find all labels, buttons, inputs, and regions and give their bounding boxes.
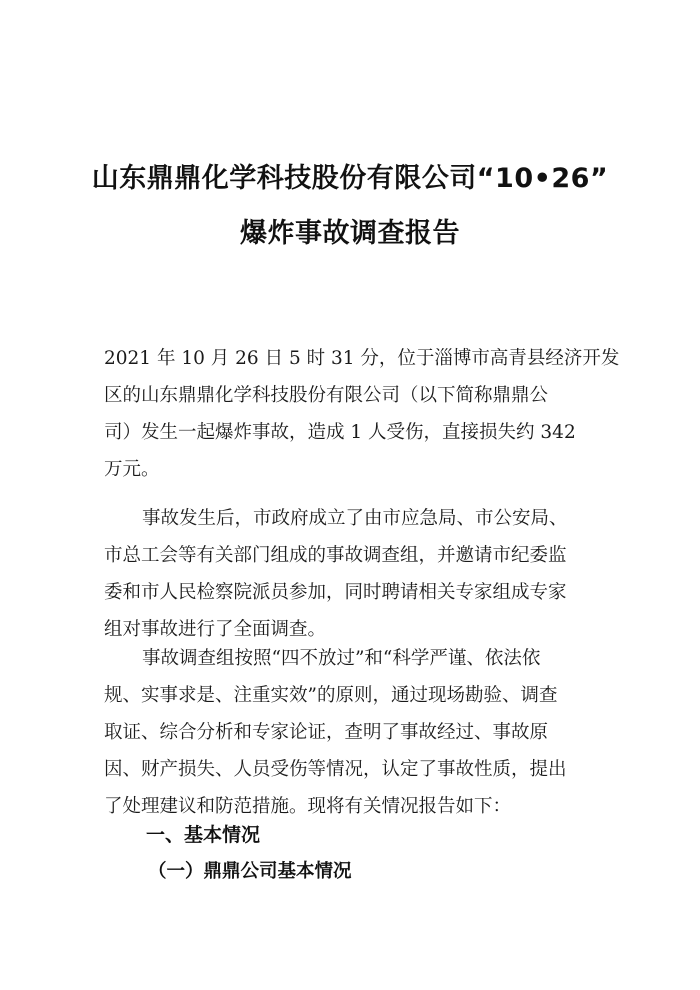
paragraph-line: 了处理建议和防范措施。现将有关情况报告如下： — [104, 796, 512, 817]
paragraph-line: 事故调查组按照“四不放过”和“科学严谨、依法依 — [142, 648, 541, 669]
report-title-line-1: 山东鼎鼎化学科技股份有限公司“10•26” — [91, 163, 609, 194]
paragraph-line: 2021 年 10 月 26 日 5 时 31 分，位于淄博市高青县经济开发 — [104, 348, 620, 369]
paragraph-line: 司）发生一起爆炸事故，造成 1 人受伤，直接损失约 342 — [104, 422, 576, 443]
paragraph-line: 委和市人民检察院派员参加，同时聘请相关专家组成专家 — [104, 582, 567, 603]
subsection-heading-company-info: （一）鼎鼎公司基本情况 — [148, 861, 352, 882]
paragraph-line: 事故发生后，市政府成立了由市应急局、市公安局、 — [142, 508, 568, 529]
paragraph-line: 规、实事求是、注重实效”的原则，通过现场勘验、调查 — [104, 685, 558, 706]
paragraph-line: 市总工会等有关部门组成的事故调查组，并邀请市纪委监 — [104, 545, 567, 566]
section-heading-basic-info: 一、基本情况 — [146, 824, 261, 846]
paragraph-line: 组对事故进行了全面调查。 — [104, 619, 327, 640]
paragraph-line: 区的山东鼎鼎化学科技股份有限公司（以下简称鼎鼎公 — [104, 385, 549, 406]
report-title-line-2: 爆炸事故调查报告 — [240, 218, 460, 249]
paragraph-investigation-principles — [104, 640, 604, 825]
paragraph-line: 万元。 — [104, 459, 160, 480]
paragraph-line: 因、财产损失、人员受伤等情况，认定了事故性质，提出 — [104, 759, 567, 780]
paragraph-investigation-team — [104, 500, 604, 648]
paragraph-line: 取证、综合分析和专家论证，查明了事故经过、事故原 — [104, 722, 549, 743]
paragraph-incident-summary — [104, 340, 620, 488]
